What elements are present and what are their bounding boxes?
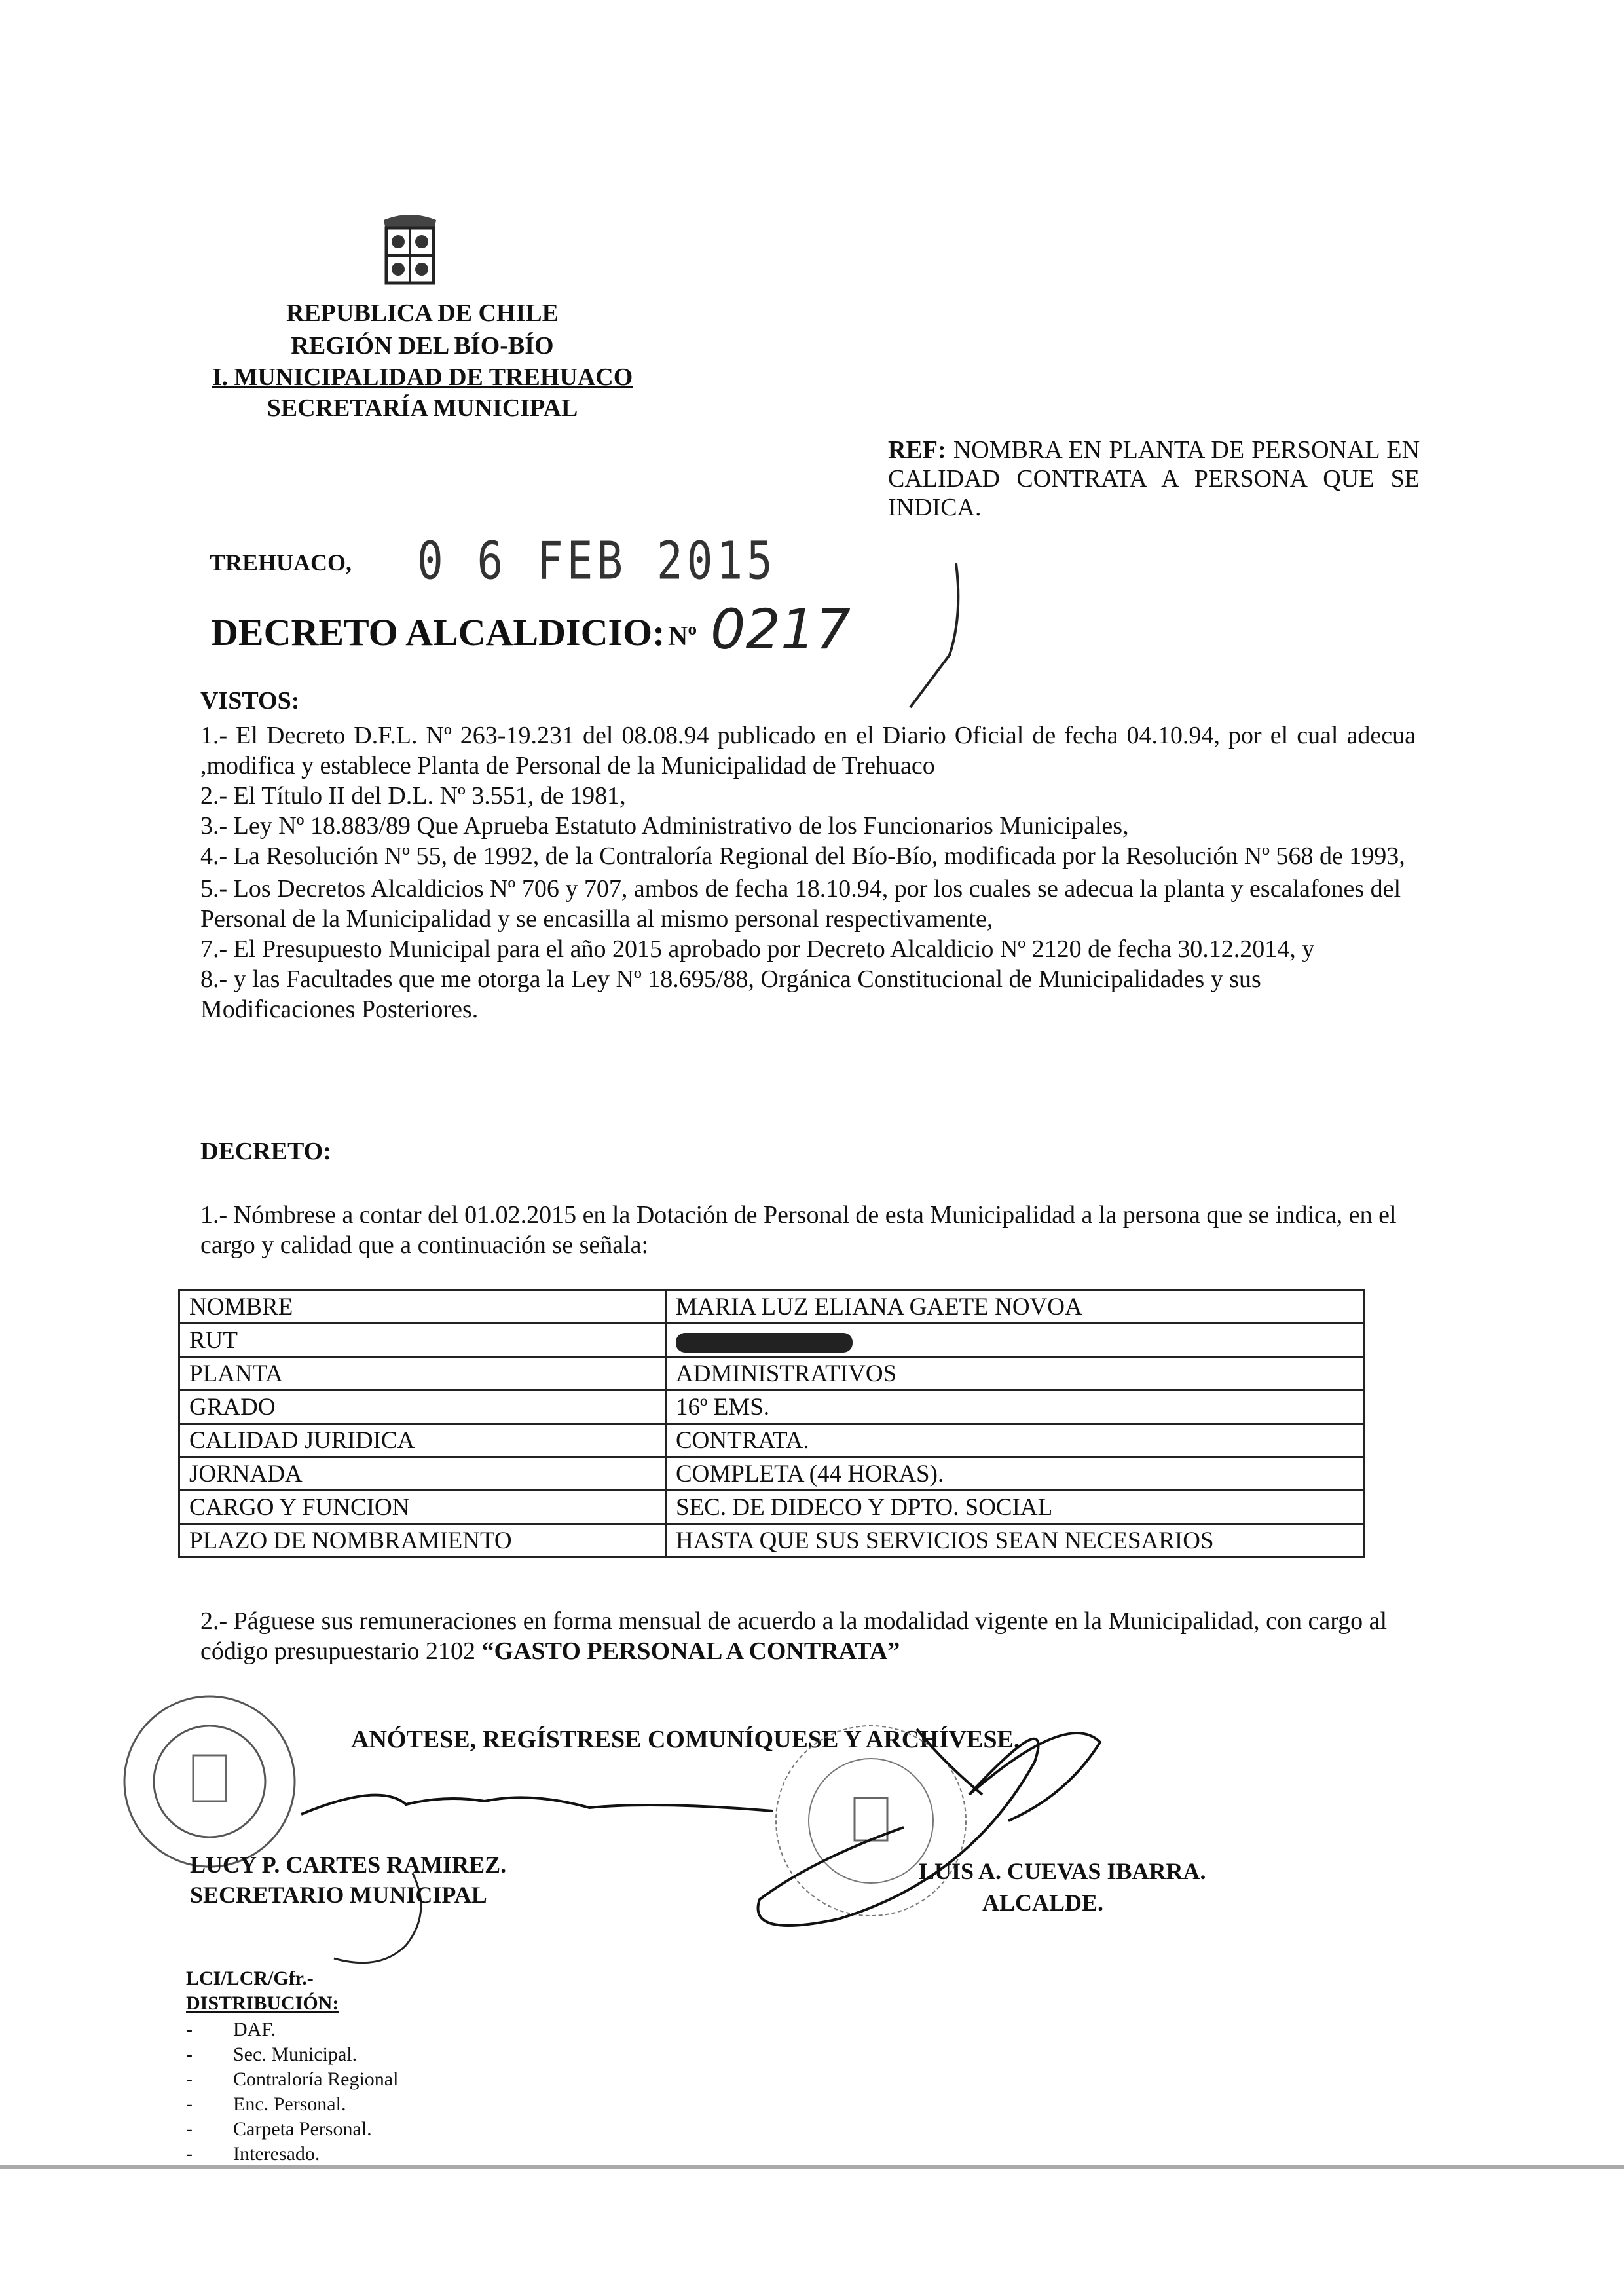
header-office: SECRETARÍA MUNICIPAL xyxy=(267,394,578,422)
row-key: RUT xyxy=(179,1324,666,1357)
handwritten-stroke xyxy=(904,557,982,720)
ref-text: NOMBRA EN PLANTA DE PERSONAL EN CALIDAD CONTRATA A PERSONA QUE SE INDICA. xyxy=(888,436,1420,521)
secretary-title: SECRETARIO MUNICIPAL xyxy=(190,1882,487,1908)
vistos-item: 7.- El Presupuesto Municipal para el año 2015 aprobado por Decreto Alcaldicio Nº 2120 de fecha 30.12.2014, y xyxy=(200,935,1315,963)
row-key: CARGO Y FUNCION xyxy=(179,1491,666,1524)
signatures xyxy=(249,1664,1297,1965)
distribution-item: - Carpeta Personal. xyxy=(186,2118,372,2140)
distribution-list xyxy=(186,2017,398,2167)
row-value: SEC. DE DIDECO Y DPTO. SOCIAL xyxy=(666,1491,1364,1524)
secretary-name: LUCY P. CARTES RAMIREZ. xyxy=(190,1852,507,1878)
row-key: CALIDAD JURIDICA xyxy=(179,1424,666,1457)
row-value: MARIA LUZ ELIANA GAETE NOVOA xyxy=(666,1290,1364,1324)
row-key: PLANTA xyxy=(179,1357,666,1390)
row-key: NOMBRE xyxy=(179,1290,666,1324)
table-row xyxy=(179,1524,1364,1558)
decreto-title: DECRETO: xyxy=(200,1138,331,1165)
ref-label: REF: xyxy=(888,436,946,464)
table-row xyxy=(179,1390,1364,1424)
appointment-table xyxy=(178,1289,1365,1558)
table-row xyxy=(179,1290,1364,1324)
place-label: TREHUACO, xyxy=(210,550,352,576)
point-2-budget-item: “GASTO PERSONAL A CONTRATA” xyxy=(481,1637,900,1665)
header-municipality: I. MUNICIPALIDAD DE TREHUACO xyxy=(212,364,633,391)
vistos-item: 2.- El Título II del D.L. Nº 3.551, de 1981, xyxy=(200,782,626,810)
vistos-list xyxy=(200,720,1416,1024)
header-country: REPUBLICA DE CHILE xyxy=(286,299,559,327)
table-row xyxy=(179,1491,1364,1524)
vistos-item: 8.- y las Facultades que me otorga la Ley Nº 18.695/88, Orgánica Constitucional de Municipalidades y sus Modificaciones Posteriores. xyxy=(200,965,1261,1023)
vistos-item: 3.- Ley Nº 18.883/89 Que Aprueba Estatuto Administrativo de los Funcionarios Municipales, xyxy=(200,812,1129,840)
redaction-mark xyxy=(676,1333,853,1353)
decree-label: DECRETO ALCALDICIO: xyxy=(211,611,665,654)
header-region: REGIÓN DEL BÍO-BÍO xyxy=(291,332,554,360)
row-value-redacted xyxy=(666,1324,1364,1357)
vistos-item: 4.- La Resolución Nº 55, de 1992, de la Contraloría Regional del Bío-Bío, modificada por la Resolución Nº 568 de 1993, xyxy=(200,842,1405,870)
mayor-name: LUIS A. CUEVAS IBARRA. xyxy=(919,1858,1206,1884)
row-value: 16º EMS. xyxy=(666,1390,1364,1424)
distribution-title: DISTRIBUCIÓN: xyxy=(186,1992,339,2014)
table-row xyxy=(179,1424,1364,1457)
table-row xyxy=(179,1457,1364,1491)
decreto-point-2 xyxy=(200,1606,1416,1666)
point-2-text: 2.- Páguese sus remuneraciones en forma mensual de acuerdo a la modalidad vigente en la Municipalidad, con cargo al código presupuestario 2102 xyxy=(200,1607,1388,1665)
row-value: HASTA QUE SUS SERVICIOS SEAN NECESARIOS xyxy=(666,1524,1364,1558)
distribution-item: - Interesado. xyxy=(186,2143,320,2165)
row-value: COMPLETA (44 HORAS). xyxy=(666,1457,1364,1491)
row-key: JORNADA xyxy=(179,1457,666,1491)
row-key: PLAZO DE NOMBRAMIENTO xyxy=(179,1524,666,1558)
row-value: ADMINISTRATIVOS xyxy=(666,1357,1364,1390)
vistos-item: 5.- Los Decretos Alcaldicios Nº 706 y 707, ambos de fecha 18.10.94, por los cuales se adecua la planta y escalafones del Personal de la Municipalidad y se encasilla al mismo personal respectivamente, xyxy=(200,875,1401,933)
distribution-item: - DAF. xyxy=(186,2019,276,2040)
mayor-title: ALCALDE. xyxy=(982,1890,1104,1916)
decree-number-label: Nº xyxy=(668,622,697,652)
row-value: CONTRATA. xyxy=(666,1424,1364,1457)
distribution-item: - Enc. Personal. xyxy=(186,2093,346,2115)
row-key: GRADO xyxy=(179,1390,666,1424)
distribution-item: - Sec. Municipal. xyxy=(186,2043,358,2065)
closing-formula: ANÓTESE, REGÍSTRESE COMUNÍQUESE Y ARCHÍVESE. xyxy=(351,1726,1020,1753)
decreto-point-1: 1.- Nómbrese a contar del 01.02.2015 en la Dotación de Personal de esta Municipalidad a la persona que se indica, en el cargo y calidad que a continuación se señala: xyxy=(200,1201,1397,1259)
decree-number-handwritten: 0217 xyxy=(710,597,851,662)
vistos-title: VISTOS: xyxy=(200,687,300,715)
table-row xyxy=(179,1357,1364,1390)
distribution-item: - Contraloría Regional xyxy=(186,2068,399,2090)
reference xyxy=(888,436,1420,522)
page-edge xyxy=(0,2165,1624,2169)
coat-of-arms-icon xyxy=(377,212,443,286)
initials: LCI/LCR/Gfr.- xyxy=(186,1968,314,1989)
vistos-item: 1.- El Decreto D.F.L. Nº 263-19.231 del 08.08.94 publicado en el Diario Oficial de fecha 04.10.94, por el cual adecua ,modifica y establece Planta de Personal de la Municipalidad de Trehuaco xyxy=(200,722,1416,779)
table-row xyxy=(179,1324,1364,1357)
date-stamp: 0 6 FEB 2015 xyxy=(417,531,777,591)
